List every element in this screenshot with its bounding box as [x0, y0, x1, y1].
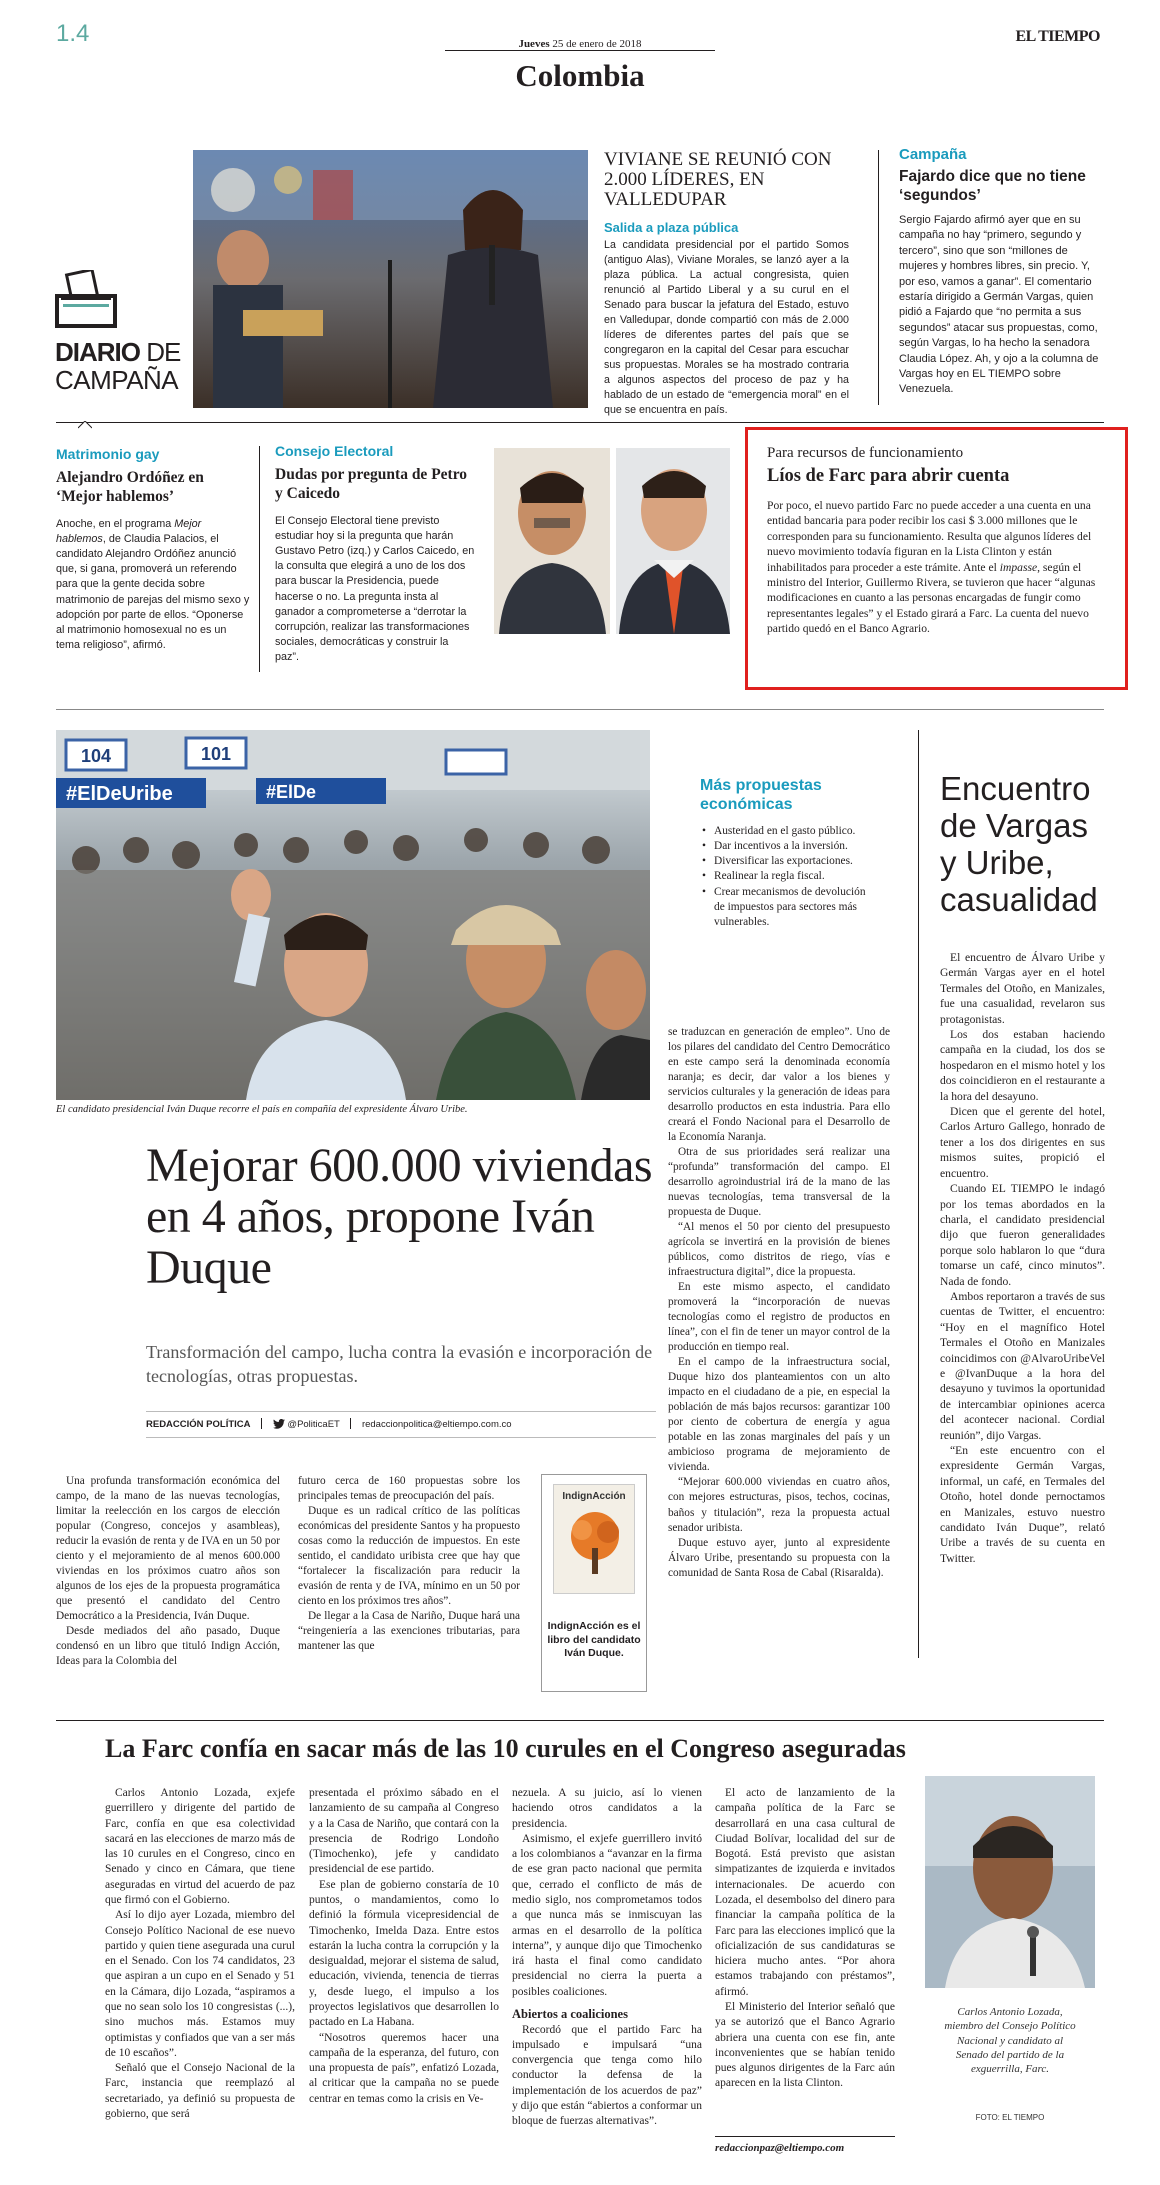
lozada-photo: [925, 1776, 1095, 1988]
book-title: IndignAcción: [562, 1491, 626, 1502]
rule-consejo: [259, 446, 260, 672]
farc-funds-headline: Líos de Farc para abrir cuenta: [767, 466, 1010, 486]
svg-text:#ElDe: #ElDe: [266, 782, 317, 802]
farc-funds-kicker: Para recursos de funcionamiento: [767, 445, 964, 461]
encuentro-headline: Encuentro de Vargas y Uribe, casualidad: [940, 770, 1098, 918]
farc-col1: Carlos Antonio Lozada, exjefe guerrillero y dirigente del partido de Farc, confía en que esa colectividad sacará en las elecciones de marzo más de las 10 curules en el Congreso, cinco en Senado y cinco en Cámara, que tiene aseguradas en virtud del acuerdo de paz que firmó con el Gobierno. Así lo dijo ayer Lozada, miembro del Consejo Político Nacional de ese nuevo partido y quien tiene asegurada una curul en el Senado. Con los 74 candidatos, 23 que aspiran a un cupo en el Senado y 51 en la Cámara, dijo Lozada, “aspiramos a que no sean solo los 10 congresistas (...), sino muchos más. Estamos muy optimistas y confiados que van a ser más de 10 escaños”. Señaló que el Consejo Nacional de la Farc, instancia que reemplazó al secretariado, ya definió su propuesta de gobierno, que será: [105, 1787, 295, 2120]
matrimonio-kicker: Matrimonio gay: [56, 446, 160, 462]
encuentro-body: El encuentro de Álvaro Uribe y Germán Vargas ayer en el hotel Termales del Otoño, en Manizales, fue una casualidad, revelaron sus protagonistas. Los dos estaban haciendo campaña en la ciudad, los dos se hospedaron en el mismo hotel y los dos coincidieron en el restaurante a la hora del desayuno. Dicen que el gerente del hotel, Carlos Arturo Gallego, honrado de tener a los dos dirigentes en sus mismos suites, propició el encuentro. Cuando EL TIEMPO le indagó por los temas abordados en la charla, el candidato presidencial dijo que fueron generalidades porque solo hablaron lo que “dura tomarse un café, cinco minutos”. Nada de fondo. Ambos reportaron a través de sus cuentas de Twitter, el encuentro: “Hoy en el magnífico Hotel Termales el Otoño en Manizales coincidimos con @AlvaroUribeVel e @IvanDuque a la hora del desayuno y tuvimos la oportunidad de intercambiar opiniones acerca del acontecer nacional. Cordial reunión”, dijo Vargas. “En este encuentro con el expresidente Germán Vargas, informal, un café, en Termales del Otoño, hotel donde pernoctamos en Manizales, estuvo nuestro candidato Iván Duque”, relató Uribe a través de su cuenta en Twitter.: [940, 951, 1105, 1565]
duque-subheadline: Transformación del campo, lucha contra la evasión e incorporación de tecnologías, otras propuestas.: [146, 1342, 653, 1386]
duque-col3: se traduzcan en generación de empleo”. Uno de los pilares del candidato del Centro Democrático en este campo será la denominada economía naranja; es decir, dar valor a los bienes y servicios culturales y la generación de ideas para desarrollo productos en esta industria. Para ello creará el Fondo Nacional para el Desarrollo de la Economía Naranja. Otra de sus prioridades será realizar una “profunda” transformación del campo. El desarrollo agroindustrial irá de la mano de las nuevas tecnologías, tema transversal de la propuesta de Duque. “Al menos el 50 por ciento del presupuesto agrícola se invertirá en la provisión de bienes públicos, como distritos de riego, vías e infraestructura digital”, dice la propuesta. En este mismo aspecto, el candidato promoverá la “incorporación de nuevas tecnologías como el registro de productos en línea”, con el fin de tener un mayor control de la producción en tiempo real. En el campo de la infraestructura social, Duque hizo dos planteamientos con un alto impacto en el ciudadano de a pie, en especial la población de más bajos recursos: garantizar 100 por ciento de cobertura de energía y agua potable en las zonas marginales del país y un ambicioso programa de mejoramiento de vivienda. “Mejorar 600.000 viviendas en cuatro años, con mejores estructuras, pisos, techos, cocinas, baños y titulación”, reza la propuesta actual senador uribista. Duque estuvo ayer, junto al expresidente Álvaro Uribe, presentando su propuesta con la comunidad de Santa Rosa de Cabal (Risaralda).: [668, 1026, 890, 1579]
book-caption: IndignAcción es el libro del candidato Iván Duque.: [547, 1620, 641, 1660]
farc-col2: presentada el próximo sábado en el lanzamiento de su campaña al Congreso y a la Casa de Nariño, que contará con la presencia de Rodrigo Londoño (Timochenko), jefe y candidato presidencial de ese partido. Ese plan de gobierno constaría de 10 puntos, o mandamientos, como lo definió la fórmula vicepresidencial de Timochenko, Imelda Daza. Entre estos estarán la lucha contra la corrupción y la desigualdad, mejorar el sistema de salud, educación, vivienda, tenencia de tierras y, desde luego, el impulso a los proyectos legislativos que desarrollen lo pactado en La Habana. “Nosotros queremos hacer una campaña de la esperanza, del futuro, con una propuesta de país”, enfatizó Lozada, al criticar que la campaña no se puede centrar en temas como la crisis en Ve-: [309, 1787, 499, 2105]
petro-caicedo-photo: [494, 448, 730, 634]
svg-text:#ElDeUribe: #ElDeUribe: [66, 783, 173, 805]
masthead-brand: EL TIEMPO: [1015, 28, 1100, 45]
farc-col3: nezuela. A su juicio, así lo vienen haciendo otros candidatos a la presidencia. Asimismo, el exjefe guerrillero invitó a los colombianos a “avanzar en la firma de ese gran pacto nacional que permita que, cerrado el conflicto de más de medio siglo, nos comprometamos todos a que nunca más se inmiscuyan las armas en el desarrollo de la política interna”, y aunque dijo que Timochenko irá hasta el final como candidato presidencial no cierra la puerta a posibles coaliciones. Abiertos a coaliciones Recordó que el partido Farc ha impulsado e impulsará “una convergencia que tenga como hilo conductor la defensa de la implementación de los acuerdos de paz” y dijo que están “abiertos a conformar un bloque de fuerzas alternativas”.: [512, 1787, 703, 2128]
duque-headline: Mejorar 600.000 viviendas en 4 años, propone Iván Duque: [146, 1139, 653, 1294]
duque-byline: REDACCIÓN POLÍTICA @PoliticaET redaccionpolitica@eltiempo.com.co: [146, 1419, 512, 1430]
consejo-headline: Dudas por pregunta de Petro y Caicedo: [275, 466, 468, 502]
fajardo-body: Sergio Fajardo afirmó ayer que en su campaña no hay “primero, segundo y tercero”, sino que son “millones de mujeres y hombres libres, sin precio. Y, por eso, vamos a ganar”. El comentario estaría dirigido a Germán Vargas, quien pidió a Fajardo que “no permita a sus segundos” atacar sus propuestas, como, según Vargas, lo ha hecho la senadora Claudia López. Ah, y ojo a la columna de Vargas hoy en EL TIEMPO sobre Venezuela.: [899, 214, 1099, 396]
matrimonio-body: Anoche, en el programa Mejor hablemos, de Claudia Palacios, el candidato Alejandro Ordóñez anunció que, si gana, promoverá un referendo para que la gente decida sobre matrimonio de parejas del mismo sexo y adopción por parte de ellos. “Oponerse al matrimonio homosexual no es un tema religioso”, afirmó.: [56, 518, 250, 651]
fajardo-headline: Fajardo dice que no tiene ‘segundos’: [899, 168, 1086, 204]
rule-mid: [56, 709, 1104, 710]
duque-twitter-link[interactable]: @PoliticaET: [287, 1419, 340, 1430]
tree-icon: [554, 1502, 636, 1582]
proposals-list: [700, 824, 870, 930]
proposal-item: • Dar incentivos a la inversión.: [702, 840, 848, 853]
rule-fajardo: [878, 150, 879, 405]
ballot-box-icon: [55, 270, 117, 330]
proposal-item: • Realinear la regla fiscal.: [702, 870, 825, 883]
consejo-body: El Consejo Electoral tiene previsto estudiar hoy si la pregunta que harán Gustavo Petro (izq.) y Carlos Caicedo, en la consulta que elegirá a uno de los dos para buscar la Presidencia, puede hacerse o no. La pregunta insta al ganador a comprometerse a “derrotar la corrupción, realizar las transformaciones sociales, democráticas y construir la paz”.: [275, 515, 475, 663]
coalitions-subhead: Abiertos a coaliciones: [512, 2006, 628, 2021]
book-cover-image: [553, 1484, 635, 1594]
farc-col4: El acto de lanzamiento de la campaña política de la Farc se desarrollará en una casa cultural de Ciudad Bolívar, localidad del sur de Bogotá. Está previsto que asistan simpatizantes de izquierda e invitados internacionales. De acuerdo con Lozada, el desembolso del dinero para financiar la campaña política de la Farc para las elecciones implicó que la oficialización de sus candidaturas se hiciera mucho antes. “Por ahora estamos trabajando con préstamos”, afirmó. El Ministerio del Interior señaló que ya se autorizó que el Banco Agrario abriera una cuenta con ese fin, ante inconvenientes que se habían tenido pues algunos dirigentes de la Farc aún aparecen en la lista Clinton.: [715, 1787, 895, 2090]
proposal-item: • Austeridad en el gasto público.: [702, 825, 856, 837]
header-rule-left: [445, 50, 715, 51]
duque-photo-caption: El candidato presidencial Iván Duque recorre el país en compañía del expresidente Álvaro Uribe.: [56, 1104, 468, 1115]
email-rule: [715, 2136, 895, 2137]
duque-uribe-photo: [56, 730, 650, 1100]
viviane-body: La candidata presidencial por el partido Somos (antiguo Alas), Viviane Morales, se lanzó ayer a la plaza pública. La actual congresista, quien renunció al Partido Liberal y a su curul en el Senado para buscar la jefatura del Estado, estuvo en Valledupar, donde compartió con más de 2.000 líderes de diferentes partes del país que se congregaron en la capital del Cesar para escuchar sus propuestas. Morales se ha mostrado contraria a algunos aspectos del proceso de paz y ha hablado de un estado de “emergencia moral” en el que se encuentra en país.: [604, 239, 849, 416]
rule-top-block: [56, 422, 1104, 423]
farc-funds-body: Por poco, el nuevo partido Farc no puede acceder a una cuenta en una entidad bancaria para poder recibir los casi $ 3.000 millones que le corresponden para su funcionamiento. Resulta que algunos líderes del nuevo movimiento todavía figuran en la Lista Clinton y están inhabilitados para proceder a este trámite. Ante el impasse, según el ministro del Interior, Guillermo Rivera, se tuvieron que hacer “algunas modificaciones en cuanto a las personas encargadas de fungir como representantes legales” y el Estado girará a Farc. La cuenta del nuevo partido quedó en el Banco Agrario.: [767, 499, 1096, 636]
duque-col2: futuro cerca de 160 propuestas sobre los principales temas de preocupación del país. Duque es un radical crítico de las políticas económicas del presidente Santos y ha propuesto cosas como la reducción de impuestos. En este sentido, el candidato uribista cree que hay que “fortalecer la fiscalización para reducir la evasión de renta y de IVA, mínimo en un 50 por ciento en los próximos tres años”. De llegar a la Casa de Nariño, Duque hará una “reingeniería a las exenciones tributarias, para mantener las que: [298, 1475, 520, 1653]
header-date: Jueves 25 de enero de 2018: [518, 38, 642, 50]
proposal-item: • Diversificar las exportaciones.: [702, 855, 853, 868]
byline-rule-bottom: [146, 1437, 656, 1438]
farc-curules-headline: La Farc confía en sacar más de las 10 curules en el Congreso aseguradas: [105, 1734, 906, 1763]
svg-text:104: 104: [80, 746, 112, 766]
svg-text:101: 101: [200, 744, 232, 764]
rule-bottom-block: [56, 1720, 1104, 1721]
viviane-headline: VIVIANE SE REUNIÓ CON 2.000 LÍDERES, EN VALLEDUPAR: [604, 149, 832, 210]
duque-col1: Una profunda transformación económica del campo, de la mano de las nuevas tecnologías, limitar la reelección en los cargos de elección popular (Congreso, concejos y asambleas), reducir la evasión de renta y de IVA en un 50 por ciento y el mejoramiento de al menos 600.000 viviendas en los próximos cuatro años son algunos de los ejes de la propuesta programática que presentó el candidato del Centro Democrático a la Presidencia, Iván Duque. Desde mediados del año pasado, Duque condensó en un libro que tituló Indign Acción, Ideas para la Colombia del: [56, 1475, 280, 1668]
page-number: 1.4: [56, 20, 90, 47]
lozada-photo-caption: Carlos Antonio Lozada, miembro del Consejo Político Nacional y candidato al Senado del partido de la exguerrilla, Farc.: [944, 2006, 1076, 2076]
viviane-kicker: Salida a plaza pública: [604, 220, 739, 235]
lozada-photo-credit: FOTO: EL TIEMPO: [975, 2113, 1045, 2122]
proposals-title: Más propuestas económicas: [700, 777, 822, 813]
duque-email-link[interactable]: redaccionpolitica@eltiempo.com.co: [361, 1419, 512, 1430]
byline-rule-top: [146, 1411, 656, 1412]
consejo-kicker: Consejo Electoral: [275, 443, 394, 459]
logo-pointer: [78, 416, 92, 424]
campaign-logo-line1: DIARIO DE: [55, 337, 181, 367]
proposal-item: • Crear mecanismos de devolución de impuestos para sectores más vulnerables.: [702, 885, 866, 928]
campaign-logo-line2: CAMPAÑA: [55, 365, 179, 395]
viviane-morales-photo: [193, 150, 588, 408]
matrimonio-headline: Alejandro Ordóñez en ‘Mejor hablemos’: [56, 469, 204, 505]
farc-email-link[interactable]: redaccionpaz@eltiempo.com: [715, 2142, 845, 2154]
fajardo-kicker: Campaña: [899, 146, 967, 163]
rule-encuentro: [918, 730, 919, 1658]
twitter-icon: [273, 1419, 285, 1432]
section-title: Colombia: [515, 58, 645, 93]
